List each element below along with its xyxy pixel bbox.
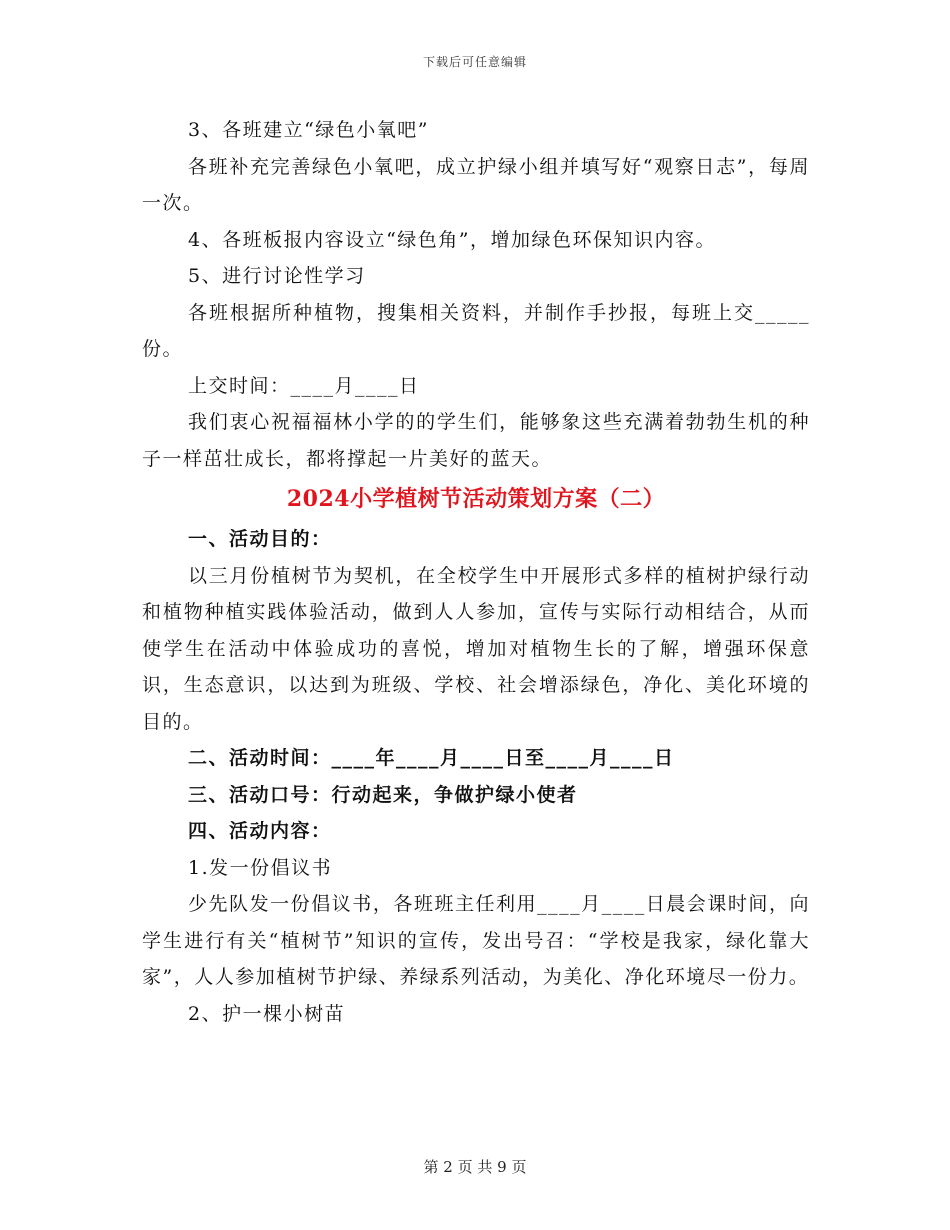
page-footer: 第 2 页 共 9 页 — [423, 1158, 527, 1176]
item-3-heading: 3、各班建立“绿色小氧吧” — [188, 119, 430, 141]
section-title: 2024小学植树节活动策划方案（二） — [286, 486, 666, 512]
item-3-paragraph: 各班补充完善绿色小氧吧，成立护绿小组并填写好“观察日志”，每周一次。 — [142, 155, 810, 214]
content-item-2-heading: 2、护一棵小树苗 — [188, 1002, 346, 1025]
closing-paragraph: 我们衷心祝福福林小学的的学生们，能够象这些充满着勃勃生机的种子一样茁壮成长，都将撑起一片美好的蓝天。 — [142, 411, 810, 470]
item-4-paragraph: 4、各班板报内容设立“绿色角”，增加绿色环保知识内容。 — [188, 228, 717, 251]
heading-content: 四、活动内容： — [188, 820, 332, 842]
heading-purpose: 一、活动目的： — [188, 528, 332, 550]
item-5-heading: 5、进行讨论性学习 — [188, 265, 366, 287]
page-header: 下载后可任意编辑 — [422, 55, 527, 69]
heading-time: 二、活动时间：____年____月____日至____月____日 — [188, 747, 675, 769]
document-body — [142, 112, 810, 1032]
content-item-1-heading: 1.发一份倡议书 — [188, 856, 333, 879]
heading-slogan: 三、活动口号：行动起来，争做护绿小使者 — [188, 783, 578, 806]
submit-time: 上交时间：____月____日 — [188, 374, 420, 397]
content-item-1-paragraph: 少先队发一份倡议书，各班班主任利用____月____日晨会课时间，向学生进行有关“植树节”知识的宣传，发出号召：“学校是我家，绿化靠大家”，人人参加植树节护绿、养绿系列活动，为美化、净化环境尽一份力。 — [142, 893, 810, 988]
item-5-paragraph: 各班根据所种植物，搜集相关资料，并制作手抄报，每班上交_____份。 — [142, 301, 810, 360]
purpose-paragraph: 以三月份植树节为契机，在全校学生中开展形式多样的植树护绿行动和植物种植实践体验活动，做到人人参加，宣传与实际行动相结合，从而使学生在活动中体验成功的喜悦，增加对植物生长的了解，增强环保意识，生态意识，以达到为班级、学校、社会增添绿色，净化、美化环境的目的。 — [142, 564, 810, 733]
